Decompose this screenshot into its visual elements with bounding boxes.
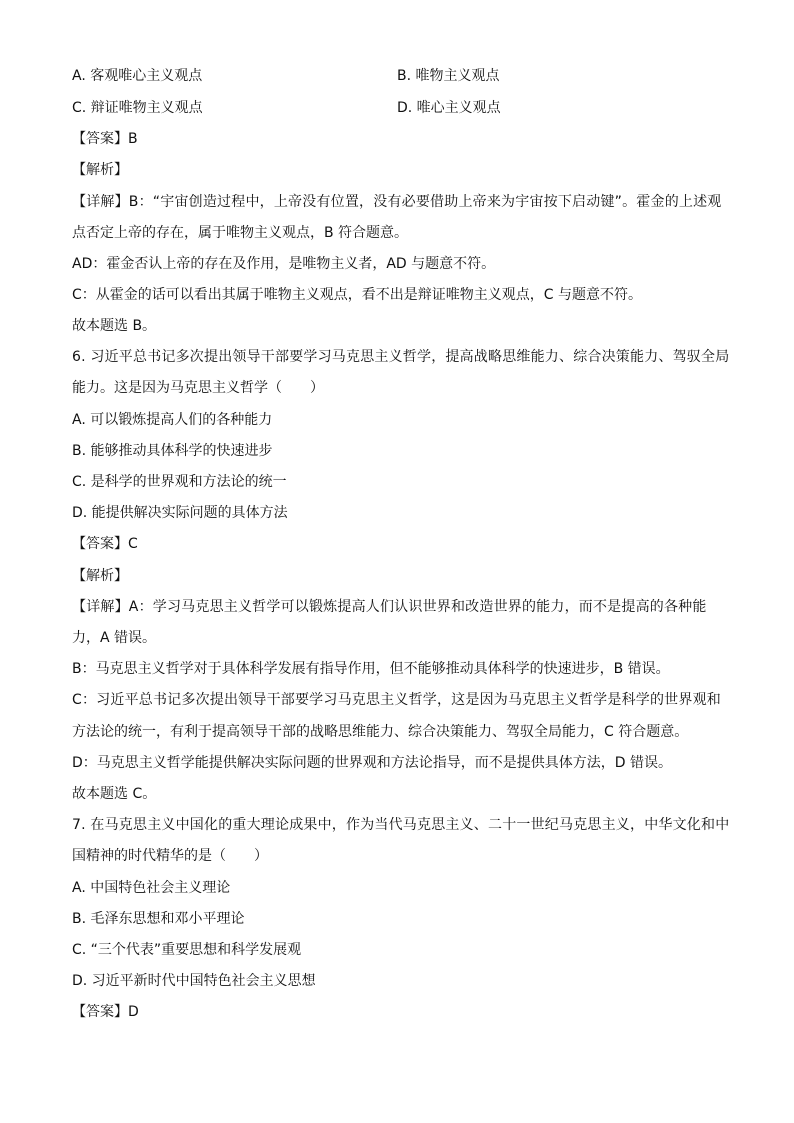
- q7-stem-line-1: 7. 在马克思主义中国化的重大理论成果中，作为当代马克思主义、二十一世纪马克思主义，中华文化和中: [72, 817, 730, 833]
- q6-analysis-label: 【解析】: [72, 568, 128, 584]
- q7-option-c: C. “三个代表”重要思想和科学发展观: [72, 942, 302, 958]
- q5-analysis-label: 【解析】: [72, 162, 128, 178]
- q6-detail-line-1: 【详解】A：学习马克思主义哲学可以锻炼提高人们认识世界和改造世界的能力，而不是提高的各种能: [72, 599, 707, 615]
- q5-option-b: B. 唯物主义观点: [397, 68, 500, 84]
- q5-detail-line-1: 【详解】B：“宇宙创造过程中，上帝没有位置，没有必要借助上帝来为宇宙按下启动键”。霍金的上述观: [72, 194, 722, 210]
- q7-stem-line-2: 国精神的时代精华的是（ ）: [72, 848, 268, 864]
- q5-detail-line-4: C：从霍金的话可以看出其属于唯物主义观点，看不出是辩证唯物主义观点，C 与题意不符。: [72, 287, 642, 303]
- q5-option-a: A. 客观唯心主义观点: [72, 68, 203, 84]
- q7-answer: 【答案】D: [72, 1004, 139, 1020]
- q6-stem-line-2: 能力。这是因为马克思主义哲学（ ）: [72, 380, 324, 396]
- q6-option-b: B. 能够推动具体科学的快速进步: [72, 443, 273, 459]
- q5-option-d: D. 唯心主义观点: [397, 100, 501, 116]
- q6-stem-line-1: 6. 习近平总书记多次提出领导干部要学习马克思主义哲学，提高战略思维能力、综合决策能力、驾驭全局: [72, 349, 730, 365]
- q6-answer: 【答案】C: [72, 536, 138, 552]
- q7-option-b: B. 毛泽东思想和邓小平理论: [72, 911, 245, 927]
- q5-option-c: C. 辩证唯物主义观点: [72, 100, 203, 116]
- q5-detail-line-3: AD：霍金否认上帝的存在及作用，是唯物主义者，AD 与题意不符。: [72, 256, 496, 272]
- q6-conclusion: 故本题选 C。: [72, 786, 157, 802]
- q5-conclusion: 故本题选 B。: [72, 318, 157, 334]
- q6-detail-line-2: 力，A 错误。: [72, 630, 157, 646]
- q6-option-a: A. 可以锻炼提高人们的各种能力: [72, 412, 273, 428]
- q6-option-c: C. 是科学的世界观和方法论的统一: [72, 474, 287, 490]
- q5-detail-line-2: 点否定上帝的存在，属于唯物主义观点，B 符合题意。: [72, 225, 409, 241]
- q6-detail-line-6: D：马克思主义哲学能提供解决实际问题的世界观和方法论指导，而不是提供具体方法，D 错误。: [72, 755, 673, 771]
- q7-option-d: D. 习近平新时代中国特色社会主义思想: [72, 973, 316, 989]
- q6-detail-line-5: 方法论的统一，有利于提高领导干部的战略思维能力、综合决策能力、驾驭全局能力，C 符合题意。: [72, 724, 689, 740]
- q7-option-a: A. 中国特色社会主义理论: [72, 880, 231, 896]
- q6-option-d: D. 能提供解决实际问题的具体方法: [72, 505, 288, 521]
- q5-answer: 【答案】B: [72, 131, 138, 147]
- q6-detail-line-4: C：习近平总书记多次提出领导干部要学习马克思主义哲学，这是因为马克思主义哲学是科学的世界观和: [72, 692, 721, 708]
- q6-detail-line-3: B：马克思主义哲学对于具体科学发展有指导作用，但不能够推动具体科学的快速进步，B 错误。: [72, 661, 670, 677]
